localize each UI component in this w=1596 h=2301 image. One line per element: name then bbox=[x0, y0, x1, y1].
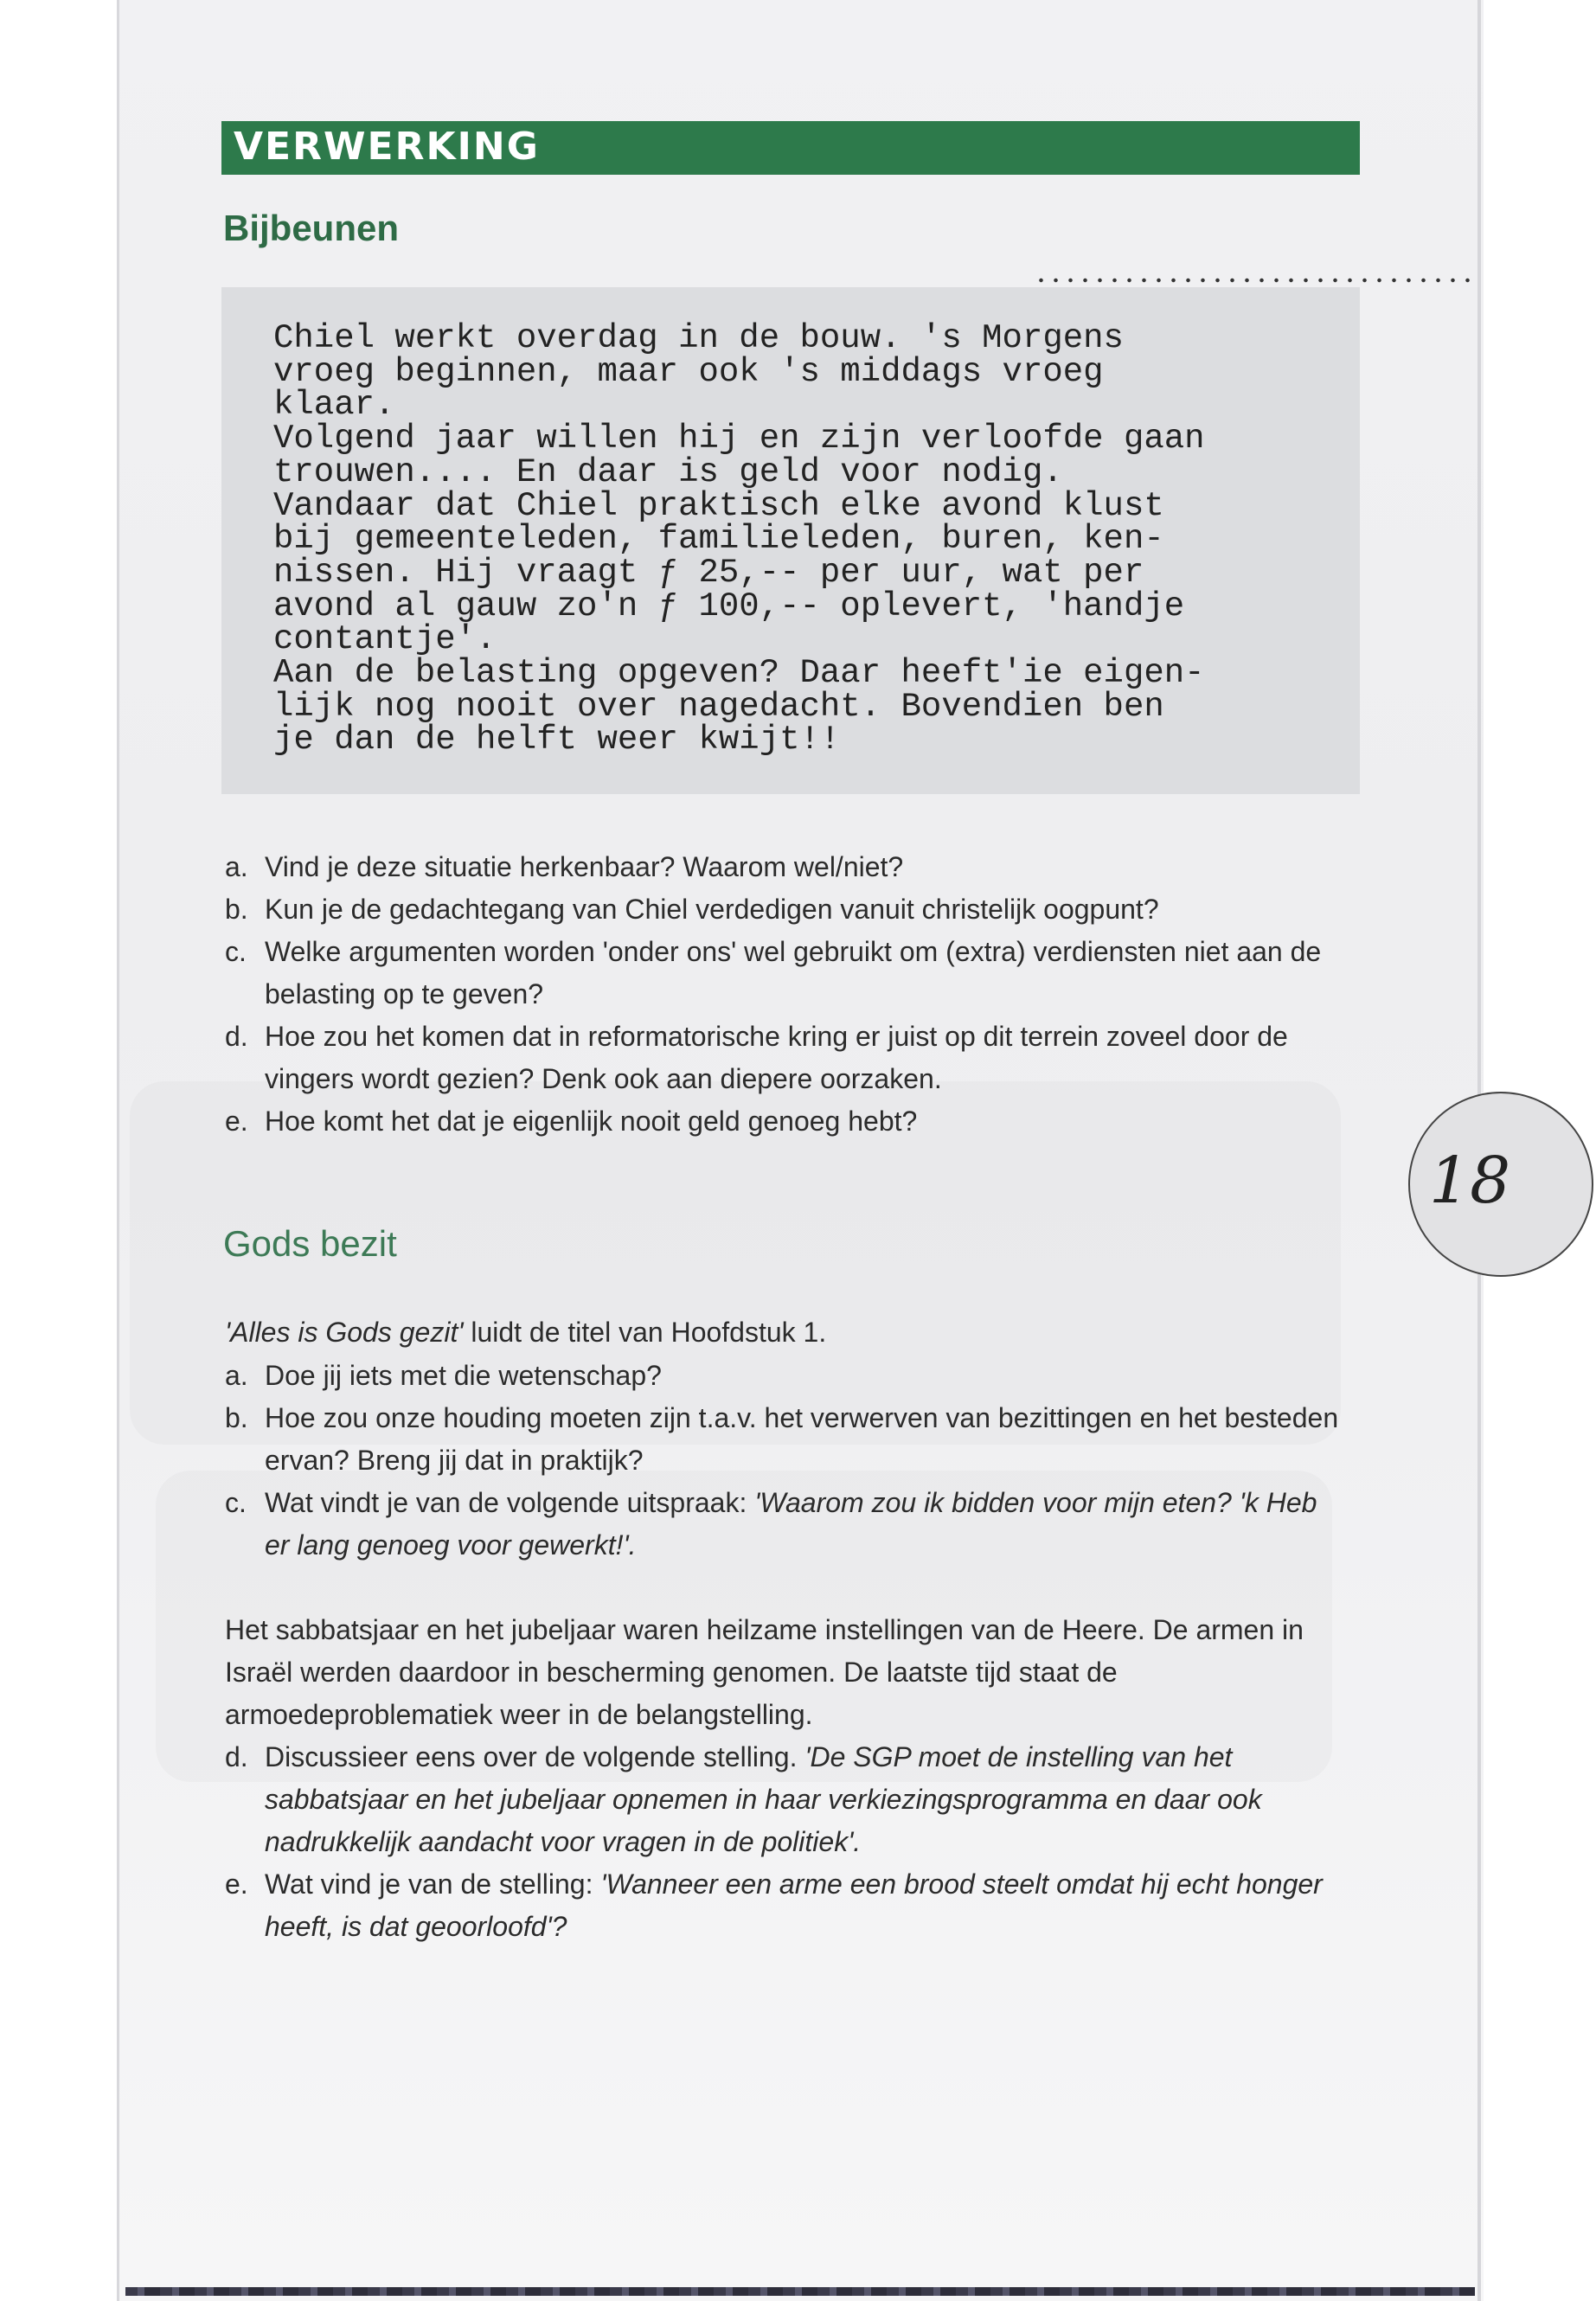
question-marker: d. bbox=[225, 1741, 248, 1772]
case-line: bij gemeenteleden, familieleden, buren, ken- bbox=[273, 520, 1164, 559]
question-list-3 bbox=[221, 1736, 1346, 1948]
case-line: trouwen.... En daar is geld voor nodig. bbox=[273, 452, 1063, 491]
case-line: Aan de belasting opgeven? Daar heeft'ie eigen- bbox=[273, 654, 1205, 693]
question-item bbox=[221, 1482, 1346, 1567]
case-line: Vandaar dat Chiel praktisch elke avond klust bbox=[273, 486, 1164, 525]
chapter-number: 18 bbox=[1429, 1144, 1511, 1218]
case-line: vroeg beginnen, maar ook 's middags vroeg bbox=[273, 352, 1104, 391]
question-text: Doe jij iets met die wetenschap? bbox=[265, 1360, 662, 1391]
question-item bbox=[221, 1397, 1346, 1482]
question-text: Hoe zou onze houding moeten zijn t.a.v. het verwerven van bezittingen en het besteden ervan? Breng jij dat in praktijk? bbox=[265, 1402, 1339, 1476]
question-text: Vind je deze situatie herkenbaar? Waarom wel/niet? bbox=[265, 851, 904, 882]
question-quote: 'Wanneer een arme een brood steelt omdat hij echt honger heeft, is dat geoorloofd'? bbox=[265, 1868, 1323, 1942]
question-item bbox=[221, 1736, 1346, 1863]
question-marker: b. bbox=[225, 894, 248, 925]
section-header-label: VERWERKING bbox=[234, 125, 540, 169]
heading-gods-bezit: Gods bezit bbox=[223, 1223, 397, 1264]
case-line: Volgend jaar willen hij en zijn verloofde gaan bbox=[273, 420, 1205, 458]
question-marker: e. bbox=[225, 1868, 248, 1900]
question-text: Discussieer eens over de volgende stelling. bbox=[265, 1741, 805, 1772]
question-item bbox=[221, 1016, 1346, 1100]
question-marker: a. bbox=[225, 851, 248, 882]
page-left-edge bbox=[117, 0, 119, 2301]
case-line: contantje'. bbox=[273, 620, 497, 659]
intro-quote: 'Alles is Gods gezit' bbox=[225, 1317, 464, 1348]
question-item bbox=[221, 888, 1346, 931]
question-text: Kun je de gedachtegang van Chiel verdedigen vanuit christelijk oogpunt? bbox=[265, 894, 1159, 925]
question-marker: c. bbox=[225, 1487, 247, 1518]
heading-bijbeunen: Bijbeunen bbox=[223, 208, 400, 248]
question-list-1 bbox=[221, 846, 1346, 1143]
question-item bbox=[221, 846, 1346, 888]
page-bottom-strip bbox=[125, 2287, 1475, 2296]
question-text: Hoe komt het dat je eigenlijk nooit geld genoeg hebt? bbox=[265, 1106, 918, 1137]
question-marker: c. bbox=[225, 936, 247, 967]
case-line: klaar. bbox=[273, 386, 395, 425]
question-item bbox=[221, 1863, 1346, 1948]
case-text bbox=[273, 319, 1363, 760]
question-marker: a. bbox=[225, 1360, 248, 1391]
question-quote: 'De SGP moet de instelling van het sabbatsjaar en het jubeljaar opnemen in haar verkiezingsprogramma en daar ook nadrukkelijk aandacht voor vragen in de politiek'. bbox=[265, 1741, 1262, 1857]
question-marker: d. bbox=[225, 1021, 248, 1052]
question-item bbox=[221, 931, 1346, 1016]
case-line: Chiel werkt overdag in de bouw. 's Morgens bbox=[273, 319, 1124, 357]
question-text: Wat vind je van de stelling: bbox=[265, 1868, 601, 1900]
dotted-rule bbox=[1034, 277, 1475, 284]
case-line: nissen. Hij vraagt ƒ 25,-- per uur, wat per bbox=[273, 553, 1144, 592]
section-header-bar bbox=[221, 121, 1360, 175]
question-item bbox=[221, 1355, 1346, 1397]
question-marker: b. bbox=[225, 1402, 248, 1433]
question-quote: 'Waarom zou ik bidden voor mijn eten? 'k Heb er lang genoeg voor gewerkt!'. bbox=[265, 1487, 1317, 1561]
question-text: Welke argumenten worden 'onder ons' wel gebruikt om (extra) verdiensten niet aan de belasting op te geven? bbox=[265, 936, 1322, 1009]
sabbat-paragraph: Het sabbatsjaar en het jubeljaar waren heilzame instellingen van de Heere. De armen in Israël werden daardoor in bescherming genomen. De laatste tijd staat de armoedeproblematiek weer in de belangstelling. bbox=[225, 1614, 1304, 1730]
question-text: Wat vindt je van de volgende uitspraak: bbox=[265, 1487, 755, 1518]
case-line: avond al gauw zo'n ƒ 100,-- oplevert, 'handje bbox=[273, 586, 1185, 625]
question-marker: e. bbox=[225, 1106, 248, 1137]
question-text: Hoe zou het komen dat in reformatorische kring er juist op dit terrein zoveel door de vingers wordt gezien? Denk ook aan diepere oorzaken. bbox=[265, 1021, 1288, 1094]
question-list-2 bbox=[221, 1355, 1346, 1567]
case-line: je dan de helft weer kwijt!! bbox=[273, 721, 841, 760]
case-line: lijk nog nooit over nagedacht. Bovendien ben bbox=[273, 687, 1164, 726]
question-item bbox=[221, 1100, 1346, 1143]
intro-rest: luidt de titel van Hoofdstuk 1. bbox=[463, 1317, 827, 1348]
intro-line bbox=[225, 1311, 826, 1354]
